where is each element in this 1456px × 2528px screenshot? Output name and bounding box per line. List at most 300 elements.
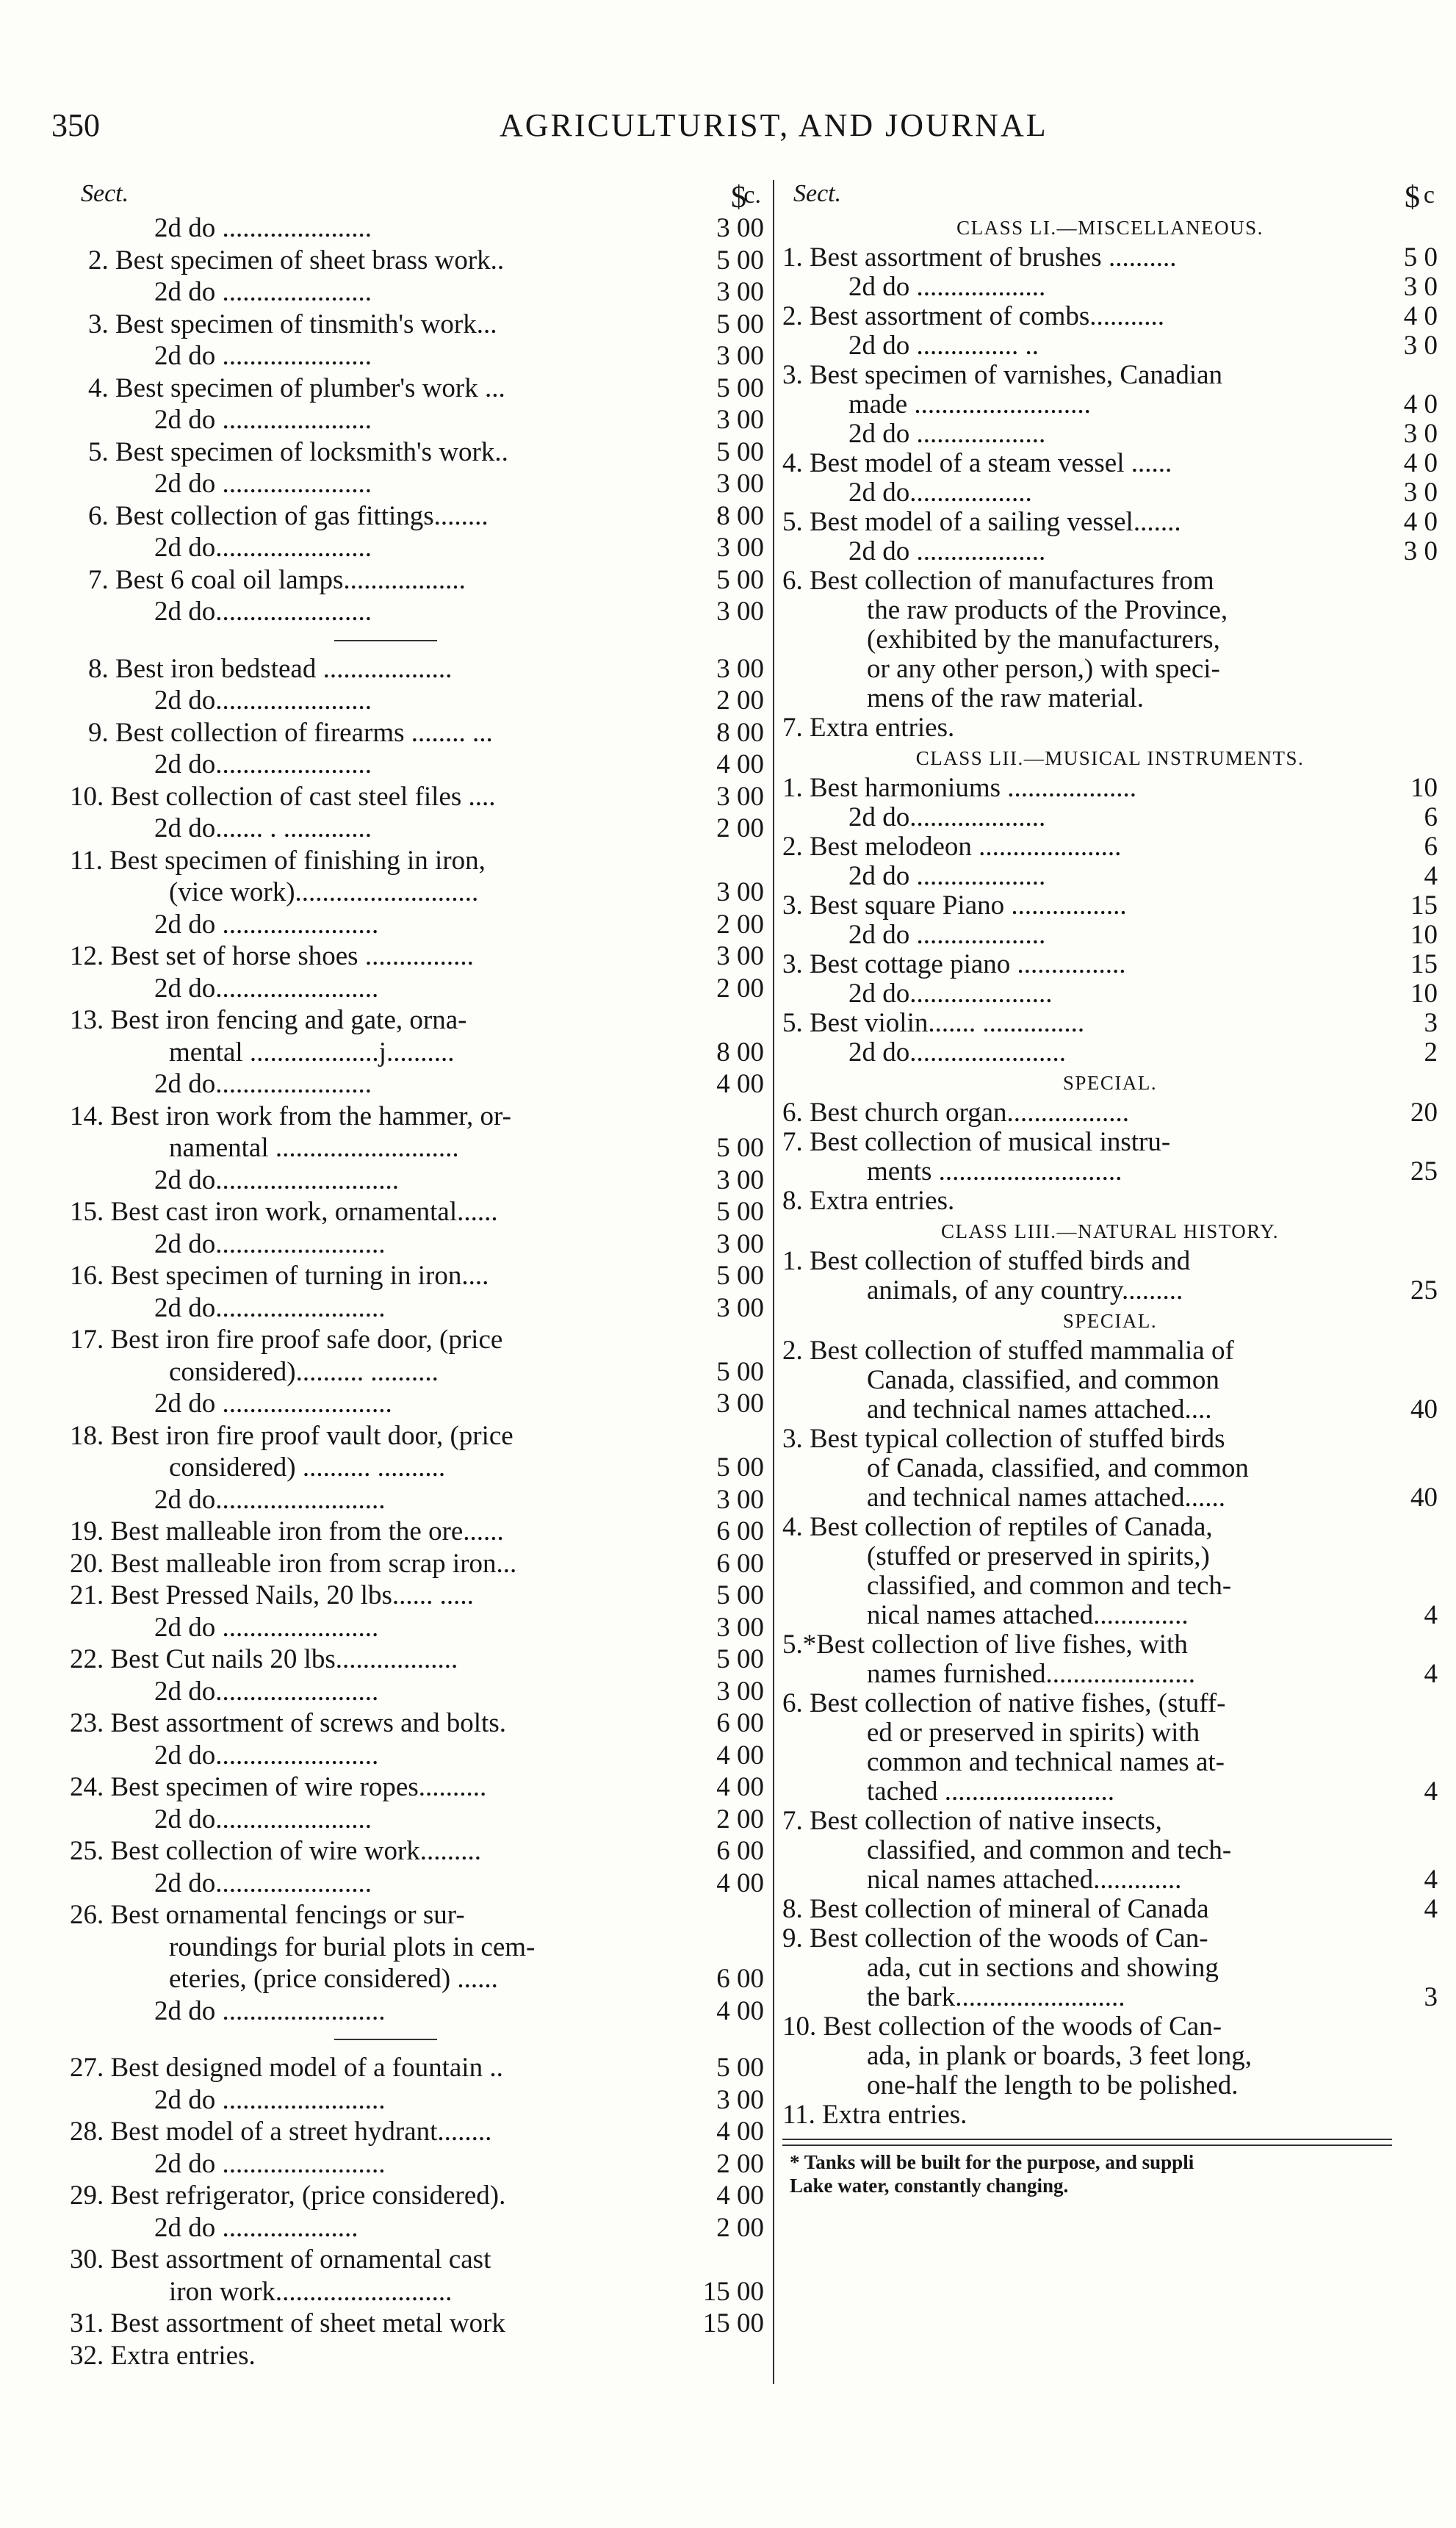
entry-amount: 3 0 — [1403, 331, 1438, 361]
entry-amount: 2 — [1424, 1037, 1438, 1067]
entry-text: 2d do........................ — [154, 1676, 379, 1707]
entry-row — [70, 1388, 764, 1420]
entry-text: ada, cut in sections and showing — [867, 1953, 1219, 1983]
entry-text: 2d do ........................ — [154, 1995, 386, 2026]
entry-row — [70, 1420, 764, 1452]
entry-row — [782, 302, 1438, 331]
entry-text: 6. Best collection of native fishes, (stuff- — [782, 1688, 1226, 1718]
entry-text: 11. Best specimen of finishing in iron, — [70, 845, 486, 876]
entry-amount: 3 00 — [716, 1484, 764, 1515]
entry-row — [70, 1292, 764, 1325]
entry-amount: 20 — [1410, 1098, 1438, 1128]
entry-row — [782, 1865, 1438, 1895]
entry-text: 2d do.................... — [848, 802, 1046, 832]
entry-amount: 25 — [1410, 1156, 1438, 1186]
entry-row — [70, 653, 764, 685]
entry-amount: 3 00 — [716, 1676, 764, 1707]
entry-amount: 3 00 — [716, 1612, 764, 1643]
entry-row — [70, 717, 764, 749]
entry-text: 13. Best iron fencing and gate, orna- — [70, 1005, 467, 1035]
entry-amount: 8 00 — [716, 717, 764, 748]
entry-row — [70, 749, 764, 781]
entry-amount: 4 — [1424, 1865, 1438, 1895]
entry-text: 10. Best collection of cast steel files .... — [70, 781, 496, 812]
entry-row — [782, 2071, 1438, 2100]
entry-row — [782, 566, 1438, 596]
entry-row — [782, 2042, 1438, 2071]
entry-amount: 3 — [1424, 1008, 1438, 1038]
entry-text: namental ........................... — [169, 1133, 459, 1163]
entry-amount: 4 — [1424, 1894, 1438, 1924]
sect-label: Sect. — [793, 180, 842, 207]
entry-text: 2d do....................... — [154, 533, 372, 563]
entry-row — [70, 1868, 764, 1900]
entry-text: of Canada, classified, and common — [867, 1453, 1249, 1483]
left-column — [70, 180, 764, 2372]
entry-row — [70, 276, 764, 309]
entry-amount: 3 00 — [716, 533, 764, 563]
entry-row — [70, 2244, 764, 2276]
entry-row — [782, 419, 1438, 449]
entry-text: 3. Best specimen of varnishes, Canadian — [782, 360, 1223, 390]
entry-amount: 4 — [1424, 1776, 1438, 1807]
entry-text: 3. Best specimen of tinsmith's work... — [88, 309, 497, 339]
entry-text: 4. Best model of a steam vessel ...... — [782, 448, 1172, 478]
running-title: AGRICULTURIST, AND JOURNAL — [500, 107, 1048, 143]
entry-row — [70, 1804, 764, 1836]
entry-row — [782, 1689, 1438, 1718]
entry-amount: 3 00 — [716, 1292, 764, 1323]
entry-amount: 4 — [1424, 1600, 1438, 1630]
entry-amount: 10 — [1410, 773, 1438, 803]
entry-row — [782, 1454, 1438, 1483]
entry-text: iron work.......................... — [169, 2276, 453, 2307]
entry-row — [70, 2084, 764, 2117]
entry-text: 29. Best refrigerator, (price considered). — [70, 2181, 506, 2211]
entry-text: 2d do....... . ............. — [154, 813, 372, 843]
entry-text: 20. Best malleable iron from scrap iron... — [70, 1548, 517, 1579]
entry-amount: 10 — [1410, 920, 1438, 950]
entry-amount: 15 — [1410, 890, 1438, 921]
entry-row — [70, 940, 764, 973]
entry-text: and technical names attached...... — [867, 1483, 1225, 1513]
entry-row — [70, 1132, 764, 1164]
entry-row — [70, 2116, 764, 2148]
entry-amount: 5 00 — [716, 309, 764, 339]
entry-text: roundings for burial plots in cem- — [169, 1931, 536, 1962]
entry-text: (exhibited by the manufacturers, — [867, 624, 1220, 655]
entry-text: eteries, (price considered) ...... — [169, 1964, 498, 1994]
entry-amount: 2 00 — [716, 813, 764, 843]
entry-amount: 5 00 — [716, 1452, 764, 1483]
dollar-heading: $ — [731, 181, 746, 215]
entry-text: 2d do ................... — [848, 920, 1046, 950]
entry-row — [70, 845, 764, 877]
entry-row — [70, 1452, 764, 1484]
entry-row — [70, 532, 764, 564]
entry-text: 2d do ................... — [848, 861, 1046, 891]
entry-row — [782, 243, 1438, 273]
entry-amount: 15 — [1410, 949, 1438, 979]
entry-amount: 6 00 — [716, 1708, 764, 1738]
entry-amount: 15 00 — [702, 2308, 764, 2338]
entry-row — [782, 1336, 1438, 1366]
entry-row — [70, 2212, 764, 2244]
footnote-line: * Tanks will be built for the purpose, and suppli — [790, 2151, 1194, 2173]
entry-row — [70, 309, 764, 341]
entry-row — [70, 564, 764, 597]
entry-amount: 40 — [1410, 1394, 1438, 1425]
entry-amount: 3 00 — [716, 277, 764, 307]
entry-row — [782, 832, 1438, 862]
entry-row — [70, 1771, 764, 1804]
entry-text: 21. Best Pressed Nails, 20 lbs...... ..... — [70, 1580, 474, 1610]
entry-amount: 6 00 — [716, 1516, 764, 1546]
entry-text: ments ........................... — [867, 1156, 1122, 1186]
entry-row — [70, 468, 764, 500]
entry-row — [70, 1164, 764, 1197]
entry-text: the raw products of the Province, — [867, 595, 1228, 625]
entry-text: 27. Best designed model of a fountain .. — [70, 2053, 503, 2083]
entry-row — [782, 508, 1438, 537]
entry-text: nical names attached............. — [867, 1865, 1182, 1895]
entry-text: 2d do ...................... — [154, 277, 372, 307]
entry-text: 8. Best iron bedstead ................... — [88, 653, 453, 684]
entry-row — [70, 813, 764, 845]
cents-heading: c. — [743, 181, 761, 209]
entry-row — [782, 950, 1438, 979]
entry-amount: 8 00 — [716, 500, 764, 531]
entry-amount: 3 00 — [716, 597, 764, 627]
footnote-rule — [782, 2139, 1392, 2140]
entry-text: 5. Best violin....... ............... — [782, 1008, 1085, 1038]
entry-row — [782, 655, 1438, 684]
entry-amount: 3 00 — [716, 213, 764, 243]
entry-amount: 4 — [1424, 1659, 1438, 1689]
section-separator — [70, 628, 764, 653]
entry-text: 5. Best specimen of locksmith's work.. — [88, 436, 508, 467]
entry-text: 2d do ................... — [848, 419, 1046, 449]
entry-amount: 3 00 — [716, 941, 764, 971]
entry-row — [782, 1953, 1438, 1983]
entry-text: 2d do......................... — [154, 1292, 386, 1323]
entry-amount: 2 00 — [716, 1804, 764, 1834]
entry-row — [782, 273, 1438, 302]
entry-text: one-half the length to be polished. — [867, 2070, 1239, 2100]
entry-text: 2d do ...................... — [154, 469, 372, 499]
entry-text: 2d do ...................... — [154, 341, 372, 371]
entry-row — [70, 1707, 764, 1740]
entry-row — [70, 2276, 764, 2308]
entry-row — [70, 1580, 764, 1612]
entry-amount: 3 00 — [716, 469, 764, 499]
entry-row — [782, 2100, 1438, 2130]
entry-row — [782, 449, 1438, 478]
section-separator — [70, 2027, 764, 2052]
entry-row — [70, 245, 764, 277]
entry-row — [70, 1196, 764, 1228]
entry-amount: 4 00 — [716, 2117, 764, 2147]
sect-label: Sect. — [81, 180, 129, 207]
entry-amount: 4 0 — [1403, 301, 1438, 331]
footnote-rule — [782, 2145, 1392, 2146]
entry-text: 2d do ...................... — [154, 213, 372, 243]
entry-row — [70, 909, 764, 941]
entry-amount: 5 0 — [1403, 242, 1438, 273]
entry-text: 1. Best collection of stuffed birds and — [782, 1246, 1191, 1276]
entry-text: 9. Best collection of the woods of Can- — [782, 1923, 1208, 1953]
entry-row — [782, 361, 1438, 390]
entry-text: 8. Best collection of mineral of Canada — [782, 1894, 1209, 1924]
class-heading: CLASS LI.—MISCELLANEOUS. — [956, 217, 1264, 239]
entry-amount: 5 00 — [716, 1261, 764, 1291]
entry-text: 4. Best collection of reptiles of Canada, — [782, 1512, 1213, 1542]
entry-row — [782, 596, 1438, 625]
entry-text: mental ...................j.......... — [169, 1037, 455, 1067]
entry-row — [782, 1601, 1438, 1630]
entry-row — [782, 1513, 1438, 1542]
entry-row — [70, 973, 764, 1005]
entry-text: 3. Best cottage piano ................ — [782, 949, 1126, 979]
entry-row — [782, 1718, 1438, 1748]
entry-row — [782, 1186, 1438, 1216]
entry-row — [70, 2052, 764, 2084]
left-prize-list — [70, 212, 764, 2372]
entry-amount: 5 00 — [716, 2053, 764, 2083]
entry-text: 5.*Best collection of live fishes, with — [782, 1629, 1188, 1660]
entry-text: 3. Best typical collection of stuffed birds — [782, 1424, 1225, 1454]
entry-amount: 2 00 — [716, 2148, 764, 2179]
entry-text: 7. Best 6 coal oil lamps.................. — [88, 564, 466, 595]
entry-text: 2d do ................... — [848, 272, 1046, 302]
entry-row — [782, 537, 1438, 566]
entry-text: 6. Best church organ.................. — [782, 1098, 1130, 1128]
entry-amount: 5 00 — [716, 1644, 764, 1674]
entry-row — [782, 979, 1438, 1009]
entry-amount: 4 0 — [1403, 448, 1438, 478]
entry-row — [782, 1571, 1438, 1601]
entry-text: 6. Best collection of manufactures from — [782, 566, 1214, 596]
column-divider — [773, 180, 774, 2384]
entry-row — [782, 1038, 1438, 1067]
dollar-heading: $ — [1405, 181, 1420, 215]
entry-text: 15. Best cast iron work, ornamental...... — [70, 1197, 498, 1227]
entry-row — [70, 1484, 764, 1516]
entry-row — [70, 781, 764, 813]
entry-amount: 3 0 — [1403, 478, 1438, 508]
entry-row — [782, 803, 1438, 832]
entry-amount: 5 00 — [716, 564, 764, 595]
entry-text: 6. Best collection of gas fittings........ — [88, 500, 489, 531]
entry-text: 11. Extra entries. — [782, 2100, 967, 2130]
entry-amount: 2 00 — [716, 2212, 764, 2243]
entry-amount: 2 00 — [716, 909, 764, 940]
entry-row — [782, 1660, 1438, 1689]
entry-row — [70, 1676, 764, 1708]
entry-amount: 5 00 — [716, 436, 764, 467]
entry-text: 2d do ........................ — [154, 2148, 386, 2179]
entry-text: 2d do ....................... — [154, 909, 379, 940]
entry-text: 30. Best assortment of ornamental cast — [70, 2244, 491, 2275]
entry-text: the bark......................... — [867, 1982, 1125, 2012]
entry-text: common and technical names at- — [867, 1747, 1225, 1777]
entry-row — [782, 1098, 1438, 1128]
separator-line — [334, 640, 437, 641]
entry-text: 2d do ......................... — [154, 1389, 392, 1419]
entry-amount: 8 00 — [716, 1037, 764, 1067]
entry-text: names furnished...................... — [867, 1659, 1196, 1689]
entry-row — [70, 596, 764, 628]
entry-text: 2d do .................... — [154, 2212, 358, 2243]
entry-row — [70, 2148, 764, 2181]
entry-amount: 3 00 — [716, 1228, 764, 1259]
entry-text: animals, of any country......... — [867, 1275, 1183, 1306]
entry-text: 2d do ...................... — [154, 405, 372, 435]
entry-text: 14. Best iron work from the hammer, or- — [70, 1101, 511, 1131]
entry-amount: 5 00 — [716, 245, 764, 276]
entry-amount: 3 00 — [716, 781, 764, 812]
entry-text: 18. Best iron fire proof vault door, (price — [70, 1420, 513, 1451]
entry-amount: 2 00 — [716, 973, 764, 1004]
entry-text: 16. Best specimen of turning in iron.... — [70, 1261, 489, 1291]
entry-row — [782, 1276, 1438, 1306]
entry-amount: 3 00 — [716, 1389, 764, 1419]
entry-row — [782, 1425, 1438, 1454]
entry-row — [782, 478, 1438, 508]
entry-text: 2d do......................... — [154, 1484, 386, 1515]
entry-text: 9. Best collection of firearms ........ ... — [88, 717, 493, 748]
entry-text: 2d do........................... — [154, 1164, 399, 1195]
entry-row — [70, 2180, 764, 2212]
entry-row — [70, 685, 764, 717]
entry-row — [70, 1101, 764, 1133]
entry-row — [782, 1777, 1438, 1807]
entry-amount: 4 00 — [716, 1069, 764, 1099]
entry-text: 12. Best set of horse shoes ................ — [70, 941, 474, 971]
entry-row — [782, 1836, 1438, 1865]
entry-row — [70, 1516, 764, 1548]
entry-row — [782, 625, 1438, 655]
entry-text: 8. Extra entries. — [782, 1186, 955, 1216]
entry-amount: 5 00 — [716, 1580, 764, 1610]
entry-text: 2. Best assortment of combs........... — [782, 301, 1165, 331]
entry-row — [70, 340, 764, 372]
entry-row — [782, 774, 1438, 803]
entry-text: 2d do..................... — [848, 979, 1053, 1009]
footnote-line: Lake water, constantly changing. — [790, 2175, 1069, 2197]
entry-text: Canada, classified, and common — [867, 1365, 1219, 1395]
entry-text: 1. Best harmoniums ................... — [782, 773, 1137, 803]
entry-amount: 3 — [1424, 1982, 1438, 2012]
entry-row — [782, 331, 1438, 361]
entry-amount: 25 — [1410, 1275, 1438, 1306]
entry-text: 17. Best iron fire proof safe door, (price — [70, 1325, 503, 1355]
entry-row — [70, 404, 764, 436]
entry-text: 2d do....................... — [848, 1037, 1066, 1067]
class-heading: SPECIAL. — [1062, 1310, 1158, 1332]
entry-amount: 15 00 — [702, 2276, 764, 2307]
entry-text: 2d do.................. — [848, 478, 1032, 508]
entry-amount: 4 00 — [716, 1995, 764, 2026]
entry-text: 2d do....................... — [154, 1868, 372, 1898]
entry-text: 2. Best specimen of sheet brass work.. — [88, 245, 505, 276]
entry-row — [70, 1899, 764, 1931]
entry-amount: 3 00 — [716, 405, 764, 435]
entry-text: 2d do....................... — [154, 1069, 372, 1099]
entry-row — [70, 1324, 764, 1356]
entry-row — [782, 1366, 1438, 1395]
entry-text: 3. Best square Piano ................. — [782, 890, 1127, 921]
entry-row — [70, 1995, 764, 2028]
entry-amount: 3 00 — [716, 653, 764, 684]
entry-row — [70, 1835, 764, 1868]
entry-amount: 5 00 — [716, 372, 764, 403]
entry-text: 7. Best collection of musical instru- — [782, 1127, 1171, 1157]
entry-amount: 4 00 — [716, 1740, 764, 1771]
page-number: 350 — [51, 107, 100, 143]
entry-row — [782, 1748, 1438, 1777]
entry-row — [70, 2308, 764, 2340]
entry-amount: 3 00 — [716, 877, 764, 907]
entry-row — [782, 1483, 1438, 1513]
entry-amount: 3 0 — [1403, 419, 1438, 449]
entry-row — [70, 500, 764, 533]
entry-amount: 2 00 — [716, 685, 764, 716]
right-column-header — [782, 180, 1438, 215]
entry-row — [70, 1228, 764, 1261]
entry-text: considered).......... .......... — [169, 1356, 439, 1387]
entry-text: (stuffed or preserved in spirits,) — [867, 1541, 1210, 1571]
entry-text: 31. Best assortment of sheet metal work — [70, 2308, 505, 2338]
entry-amount: 4 0 — [1403, 507, 1438, 537]
entry-amount: 5 00 — [716, 1133, 764, 1163]
entry-amount: 3 0 — [1403, 272, 1438, 302]
entry-row — [782, 1630, 1438, 1660]
entry-text: 2d do........................ — [154, 1740, 379, 1771]
entry-text: ada, in plank or boards, 3 feet long, — [867, 2041, 1253, 2071]
entry-row — [782, 921, 1438, 950]
entry-text: 2d do ................... — [848, 536, 1046, 566]
entry-row — [782, 684, 1438, 713]
entry-amount: 3 0 — [1403, 536, 1438, 566]
entry-row — [782, 1895, 1438, 1924]
entry-text: 23. Best assortment of screws and bolts. — [70, 1708, 506, 1738]
entry-row — [782, 1157, 1438, 1186]
entry-row — [70, 212, 764, 245]
entry-amount: 5 00 — [716, 1356, 764, 1387]
entry-row — [70, 1068, 764, 1101]
entry-row — [70, 1548, 764, 1580]
entry-row — [782, 1542, 1438, 1571]
entry-amount: 6 00 — [716, 1548, 764, 1579]
entry-row — [782, 862, 1438, 891]
entry-text: (vice work)........................... — [169, 877, 479, 907]
entry-text: 2. Best melodeon ..................... — [782, 832, 1122, 862]
entry-text: 19. Best malleable iron from the ore...... — [70, 1516, 504, 1546]
entry-row — [70, 1004, 764, 1037]
entry-text: 32. Extra entries. — [70, 2340, 256, 2371]
entry-text: 26. Best ornamental fencings or sur- — [70, 1900, 465, 1930]
separator-line — [334, 2039, 437, 2040]
entry-row — [782, 713, 1438, 743]
entry-amount: 4 00 — [716, 1868, 764, 1898]
entry-amount: 3 00 — [716, 2084, 764, 2115]
entry-amount: 4 00 — [716, 749, 764, 779]
entry-amount: 3 00 — [716, 341, 764, 371]
entry-text: 4. Best specimen of plumber's work ... — [88, 372, 505, 403]
entry-row — [70, 1260, 764, 1292]
entry-row — [70, 1931, 764, 1964]
